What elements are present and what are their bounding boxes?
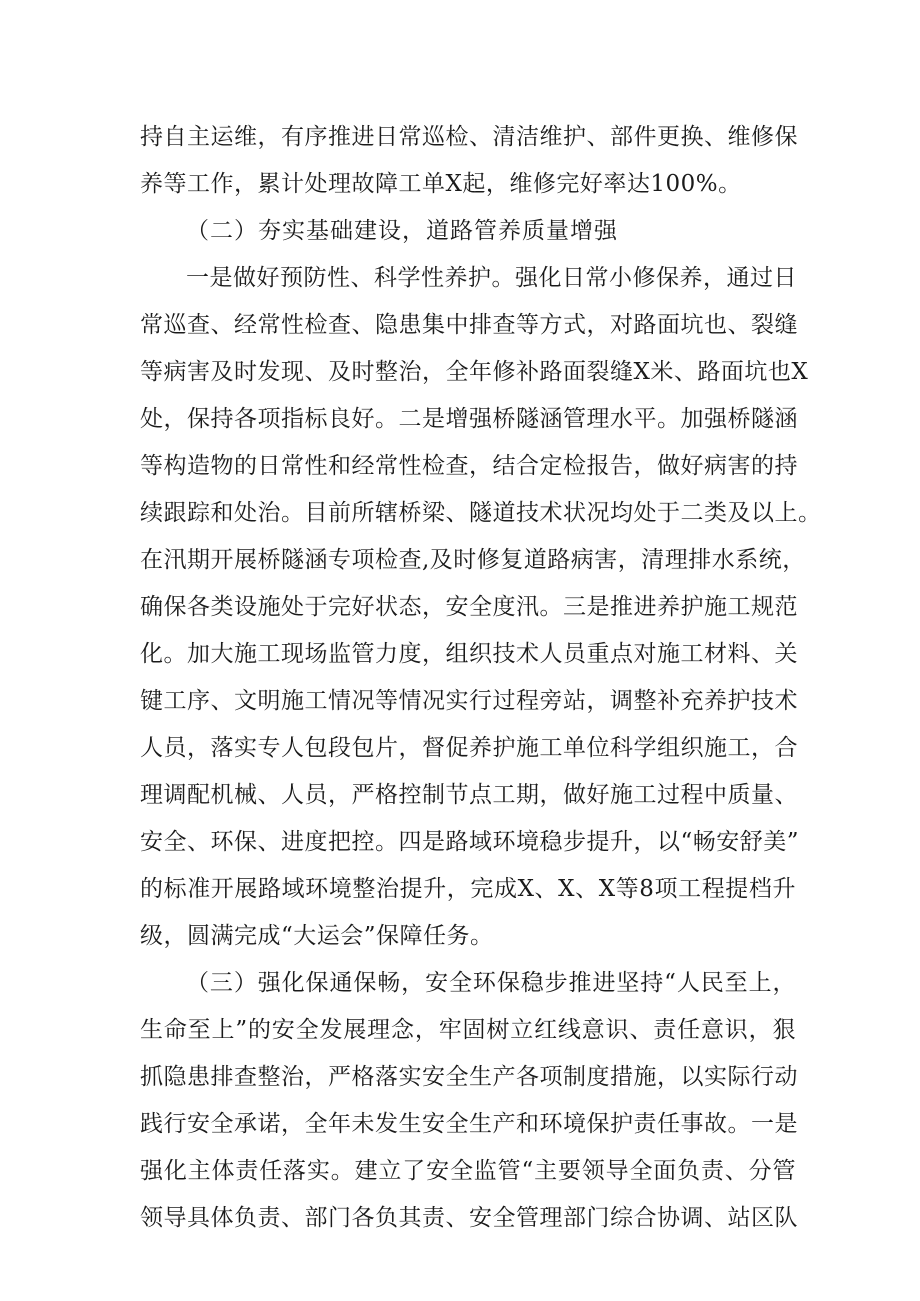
text-line: 续跟踪和处治。目前所辖桥梁、隧道技术状况均处于二类及以上。	[140, 500, 822, 526]
paragraph-3	[140, 960, 796, 1242]
text-line: 常巡查、经常性检查、隐患集中排查等方式，对路面坑也、裂缝	[140, 312, 798, 338]
paragraph-2	[140, 255, 822, 960]
text-line: 级，圆满完成“大运会”保障任务。	[140, 923, 494, 949]
text-line: 生命至上”的安全发展理念，牢固树立红线意识、责任意识，狠	[140, 1017, 796, 1043]
document-page	[140, 114, 822, 1242]
text-line: 一是做好预防性、科学性养护。强化日常小修保养，通过日	[186, 265, 797, 291]
text-line: 强化主体责任落实。建立了安全监管“主要领导全面负责、分管	[140, 1158, 796, 1184]
text-line: 在汛期开展桥隧涵专项检查,及时修复道路病害，清理排水系统，	[140, 547, 806, 573]
text-line: 人员，落实专人包段包片，督促养护施工单位科学组织施工，合	[140, 735, 798, 761]
text-line: 等病害及时发现、及时整治，全年修补路面裂缝X米、路面坑也X	[140, 359, 809, 385]
text-line: 化。加大施工现场监管力度，组织技术人员重点对施工材料、关	[140, 641, 798, 667]
paragraph-1	[140, 114, 796, 208]
text-line: 理调配机械、人员，严格控制节点工期，做好施工过程中质量、	[140, 782, 798, 808]
text-line: （三）强化保通保畅，安全环保稳步推进坚持“人民至上，	[186, 970, 796, 996]
text-line: 安全、环保、进度把控。四是路域环境稳步提升，以“畅安舒美”	[140, 829, 800, 855]
text-line: 持自主运维，有序推进日常巡检、清洁维护、部件更换、维修保	[140, 124, 798, 150]
text-line: 抓隐患排查整治，严格落实安全生产各项制度措施，以实际行动	[140, 1064, 798, 1090]
section-heading	[140, 208, 796, 255]
heading-line: （二）夯实基础建设，道路管养质量增强	[186, 218, 618, 244]
text-line: 的标准开展路域环境整治提升，完成X、X、X等8项工程提档升	[140, 876, 796, 902]
text-line: 养等工作，累计处理故障工单X起，维修完好率达100%。	[140, 171, 742, 197]
text-line: 确保各类设施处于完好状态，安全度汛。三是推进养护施工规范	[140, 594, 798, 620]
text-line: 处，保持各项指标良好。二是增强桥隧涵管理水平。加强桥隧涵	[140, 406, 798, 432]
text-line: 等构造物的日常性和经常性检查，结合定检报告，做好病害的持	[140, 453, 798, 479]
text-line: 领导具体负责、部门各负其责、安全管理部门综合协调、站区队	[140, 1205, 798, 1231]
text-line: 践行安全承诺，全年未发生安全生产和环境保护责任事故。一是	[140, 1111, 798, 1137]
text-line: 键工序、文明施工情况等情况实行过程旁站，调整补充养护技术	[140, 688, 798, 714]
